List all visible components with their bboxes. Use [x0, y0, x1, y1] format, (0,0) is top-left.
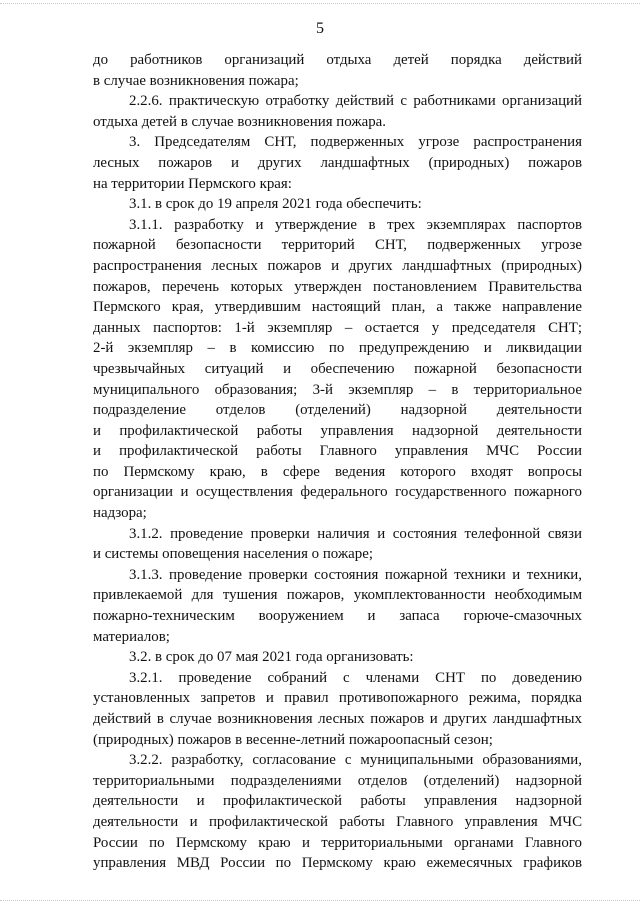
text-line: установленных запретов и правил противопожарного режима, порядка — [93, 690, 582, 707]
text-line: и профилактической работы управления надзорной деятельности — [93, 422, 582, 439]
text-line: надзора; — [93, 505, 147, 522]
text-line: 3.2.1. проведение собраний с членами СНТ по доведению — [129, 669, 582, 686]
page-number: 5 — [316, 20, 324, 37]
text-line: 3.1.1. разработку и утверждение в трех экземплярах паспортов — [129, 216, 582, 233]
text-line: до работников организаций отдыха детей порядка действий — [93, 52, 582, 68]
text-line: 2.2.6. практическую отработку действий с работниками организаций — [129, 93, 582, 110]
text-line: 3.1.3. проведение проверки состояния пожарной техники и техники, — [129, 566, 582, 583]
text-line: управления МВД России по Пермскому краю ежемесячных графиков — [93, 855, 582, 872]
text-line: в случае возникновения пожара; — [93, 72, 299, 89]
text-line: пожаров, перечень которых утвержден постановлением Правительства — [93, 278, 582, 295]
body-text — [93, 50, 582, 874]
text-line: (природных) пожаров в весенне-летний пожароопасный сезон; — [93, 731, 493, 748]
scan-edge-top — [0, 3, 640, 4]
text-line: Пермского края, утвердившим настоящий план, а также направление — [93, 299, 582, 316]
text-line: материалов; — [93, 628, 170, 645]
text-line: распространения лесных пожаров и других ландшафтных (природных) — [93, 257, 582, 274]
text-line: действий в случае возникновения лесных пожаров и других ландшафтных — [93, 711, 582, 727]
text-line: отдыха детей в случае возникновения пожара. — [93, 113, 387, 130]
text-line: и системы оповещения населения о пожаре; — [93, 546, 373, 563]
text-line: территориальными подразделениями отделов (отделений) надзорной — [93, 772, 582, 789]
text-line: муниципального образования; 3-й экземпляр – в территориальное — [93, 381, 582, 398]
text-line: данных паспортов: 1-й экземпляр – остается у председателя СНТ; — [93, 319, 582, 336]
text-line: пожарной безопасности территорий СНТ, подверженных угрозе — [93, 237, 582, 254]
text-line: 3.2.2. разработку, согласование с муниципальными образованиями, — [129, 752, 582, 769]
text-line: привлекаемой для тушения пожаров, укомплектованности необходимым — [93, 587, 582, 604]
text-line: организации и осуществления федерального государственного пожарного — [93, 484, 582, 501]
text-line: по Пермскому краю, в сфере ведения которого входят вопросы — [93, 463, 582, 480]
text-line: и профилактической работы Главного управления МЧС России — [93, 443, 582, 460]
text-line: 3. Председателям СНТ, подверженных угрозе распространения — [129, 134, 582, 151]
text-line: пожарно-техническим вооружением и запаса горюче-смазочных — [93, 608, 582, 625]
text-line: подразделение отделов (отделений) надзорной деятельности — [93, 402, 582, 419]
scan-edge-bottom — [0, 900, 640, 901]
text-line: на территории Пермского края: — [93, 175, 292, 192]
text-line: лесных пожаров и других ландшафтных (природных) пожаров — [93, 154, 582, 171]
text-line: чрезвычайных ситуаций и обеспечению пожарной безопасности — [93, 360, 582, 377]
text-line: 3.1.2. проведение проверки наличия и состояния телефонной связи — [129, 525, 582, 542]
text-line: 2-й экземпляр – в комиссию по предупреждению и ликвидации — [93, 340, 582, 357]
text-line: деятельности и профилактической работы управления надзорной — [93, 793, 582, 810]
text-line: 3.2. в срок до 07 мая 2021 года организовать: — [129, 649, 414, 666]
text-line: России по Пермскому краю и территориальными органами Главного — [93, 834, 582, 851]
text-line: деятельности и профилактической работы Главного управления МЧС — [93, 813, 582, 830]
text-line: 3.1. в срок до 19 апреля 2021 года обеспечить: — [129, 196, 422, 213]
